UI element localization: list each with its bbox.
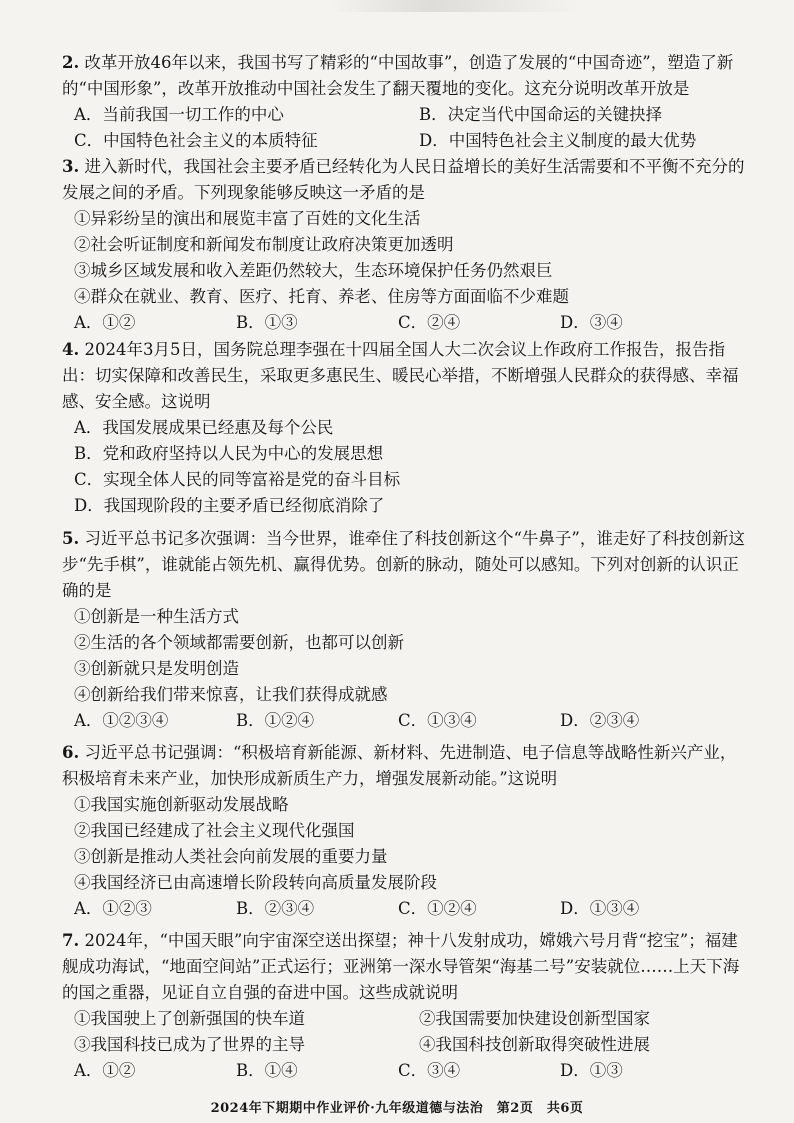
option-b[interactable]: B．①③ [236,313,298,332]
statements-row [62,1006,752,1032]
option-c[interactable]: C．③④ [398,1061,461,1080]
statement-2: ②我国需要加快建设创新型国家 [419,1009,650,1028]
option-d[interactable]: D．我国现阶段的主要矛盾已经彻底消除了 [74,496,385,515]
question-number: 7. [62,931,80,950]
question-stem: 习近平总书记多次强调：当今世界，谁牵住了科技创新这个“牛鼻子”，谁走好了科技创新这步“先手棋”，谁就能占领先机、赢得优势。创新的脉动，随处可以感知。下列对创新的认识正确的是 [62,529,745,600]
question-7 [62,928,752,1084]
option-a[interactable]: A．①②③④ [74,711,169,730]
option-c[interactable]: C．②④ [398,313,461,332]
question-6 [62,740,752,922]
options-row [62,128,752,154]
question-4 [62,337,752,519]
statement-3: ③创新是推动人类社会向前发展的重要力量 [74,847,388,866]
statement-4: ④群众在就业、教育、医疗、托育、养老、住房等方面面临不少难题 [74,287,569,306]
option-d[interactable]: D．中国特色社会主义制度的最大优势 [419,131,697,150]
option-a[interactable]: A．①② [74,313,136,332]
option-c[interactable]: C．实现全体人民的同等富裕是党的奋斗目标 [74,470,401,489]
statement-4: ④我国经济已由高速增长阶段转向高质量发展阶段 [74,873,437,892]
options-row [62,708,752,734]
question-stem: 2024年3月5日，国务院总理李强在十四届全国人大二次会议上作政府工作报告，报告指出：切实保障和改善民生，采取更多惠民生、暖民心举措，不断增强人民群众的获得感、幸福感、安全感。这说明 [62,340,739,411]
options-row [62,896,752,922]
question-stem: 进入新时代，我国社会主要矛盾已经转化为人民日益增长的美好生活需要和不平衡不充分的发展之间的矛盾。下列现象能够反映这一矛盾的是 [62,157,745,202]
option-c[interactable]: C．①②④ [398,899,477,918]
question-stem: 习近平总书记强调：“积极培育新能源、新材料、先进制造、电子信息等战略性新兴产业，积极培育未来产业，加快形成新质生产力，增强发展新动能。”这说明 [62,743,737,788]
statement-1: ①我国驶上了创新强国的快车道 [74,1009,305,1028]
option-b[interactable]: B．①④ [236,1061,298,1080]
question-5 [62,526,752,734]
option-d[interactable]: D．①③ [560,1061,623,1080]
option-a[interactable]: A．当前我国一切工作的中心 [74,105,284,124]
option-b[interactable]: B．决定当代中国命运的关键抉择 [419,105,663,124]
question-number: 5. [62,529,80,548]
option-a[interactable]: A．①②③ [74,899,152,918]
statement-2: ②我国已经建成了社会主义现代化强国 [74,821,355,840]
option-d[interactable]: D．③④ [560,313,623,332]
option-b[interactable]: B．②③④ [236,899,315,918]
question-stem: 2024年，“中国天眼”向宇宙深空送出探望；神十八发射成功，嫦娥六号月背“挖宝”；福建舰成功海试，“地面空间站”正式运行；亚洲第一深水导管架“海基二号”安装就位……上天下海的国之重器，见证自立自强的奋进中国。这些成就说明 [62,931,740,1002]
statement-2: ②生活的各个领域都需要创新，也都可以创新 [74,633,404,652]
statement-4: ④创新给我们带来惊喜，让我们获得成就感 [74,685,388,704]
statement-4: ④我国科技创新取得突破性进展 [419,1035,650,1054]
statement-1: ①创新是一种生活方式 [74,607,239,626]
question-number: 3. [62,157,80,176]
option-c[interactable]: C．中国特色社会主义的本质特征 [74,131,318,150]
options-row [62,310,752,336]
statement-3: ③我国科技已成为了世界的主导 [74,1035,305,1054]
options-row [62,102,752,128]
option-a[interactable]: A．我国发展成果已经惠及每个公民 [74,418,334,437]
options-row [62,1058,752,1084]
option-d[interactable]: D．①③④ [560,899,640,918]
question-number: 6. [62,743,80,762]
statement-2: ②社会听证制度和新闻发布制度让政府决策更加透明 [74,235,454,254]
statements-row [62,1032,752,1058]
option-b[interactable]: B．党和政府坚持以人民为中心的发展思想 [74,444,384,463]
option-a[interactable]: A．①② [74,1061,136,1080]
statement-1: ①我国实施创新驱动发展战略 [74,795,289,814]
question-number: 2. [62,53,80,72]
statement-1: ①异彩纷呈的演出和展览丰富了百姓的文化生活 [74,209,421,228]
option-c[interactable]: C．①③④ [398,711,477,730]
question-stem: 改革开放46年以来，我国书写了精彩的“中国故事”，创造了发展的“中国奇迹”，塑造了新的“中国形象”，改革开放推动中国社会发生了翻天覆地的变化。这充分说明改革开放是 [62,53,734,98]
option-d[interactable]: D．②③④ [560,711,640,730]
question-2 [62,50,752,154]
statement-3: ③创新就只是发明创造 [74,659,239,678]
page-footer: 2024年下期期中作业评价·九年级道德与法治 第2页 共6页 [210,1101,584,1116]
statement-3: ③城乡区域发展和收入差距仍然较大，生态环境保护任务仍然艰巨 [74,261,553,280]
scan-smudge [330,0,580,12]
option-b[interactable]: B．①②④ [236,711,315,730]
question-number: 4. [62,340,80,359]
question-3 [62,154,752,336]
